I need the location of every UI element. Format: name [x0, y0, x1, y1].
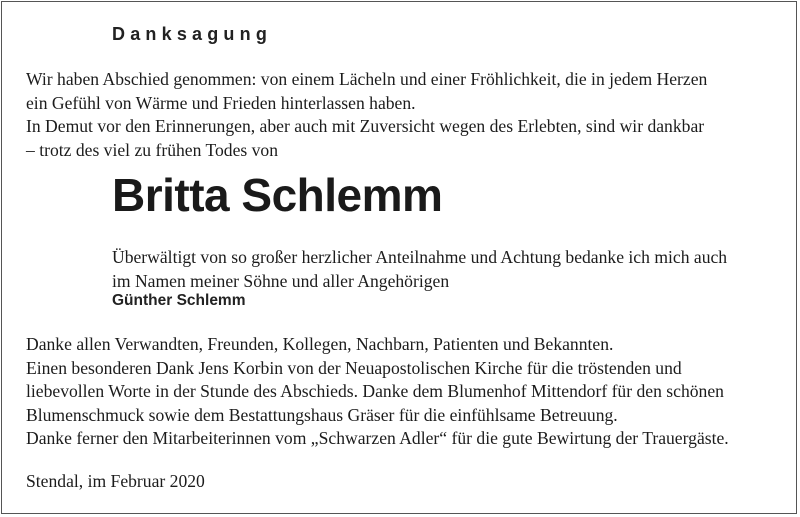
gratitude-paragraph [112, 246, 780, 293]
thanks-line: Danke allen Verwandten, Freunden, Kollegen, Nachbarn, Patienten und Bekannten. [26, 334, 614, 354]
intro-line: – trotz des viel zu frühen Todes von [26, 139, 279, 160]
intro-paragraph [26, 68, 778, 162]
intro-line: Wir haben Abschied genommen: von einem Lächeln und einer Fröhlichkeit, die in jedem Herzen [26, 69, 708, 89]
thanks-line: Blumenschmuck sowie dem Bestattungshaus Gräser für die einfühlsame Betreuung. [26, 404, 618, 425]
intro-line: In Demut vor den Erinnerungen, aber auch mit Zuversicht wegen des Erlebten, sind wir dankbar [26, 116, 705, 136]
gratitude-line: im Namen meiner Söhne und aller Angehörigen [112, 270, 450, 291]
thanks-line: Danke ferner den Mitarbeiterinnen vom „Schwarzen Adler“ für die gute Bewirtung der Trauergäste. [26, 428, 729, 448]
deceased-name: Britta Schlemm [112, 169, 443, 221]
obituary-card [1, 1, 797, 514]
notice-heading: Danksagung [112, 24, 273, 44]
gratitude-line: Überwältigt von so großer herzlicher Anteilnahme und Achtung bedanke ich mich auch [112, 247, 728, 267]
intro-line: ein Gefühl von Wärme und Frieden hinterlassen haben. [26, 92, 416, 113]
place-date: Stendal, im Februar 2020 [26, 471, 205, 491]
thanks-paragraph [26, 333, 778, 451]
signer-name: Günther Schlemm [112, 292, 246, 309]
thanks-line: liebevollen Worte in der Stunde des Abschieds. Danke dem Blumenhof Mittendorf für den schönen [26, 381, 724, 401]
thanks-line: Einen besonderen Dank Jens Korbin von der Neuapostolischen Kirche für die tröstenden und [26, 357, 682, 378]
